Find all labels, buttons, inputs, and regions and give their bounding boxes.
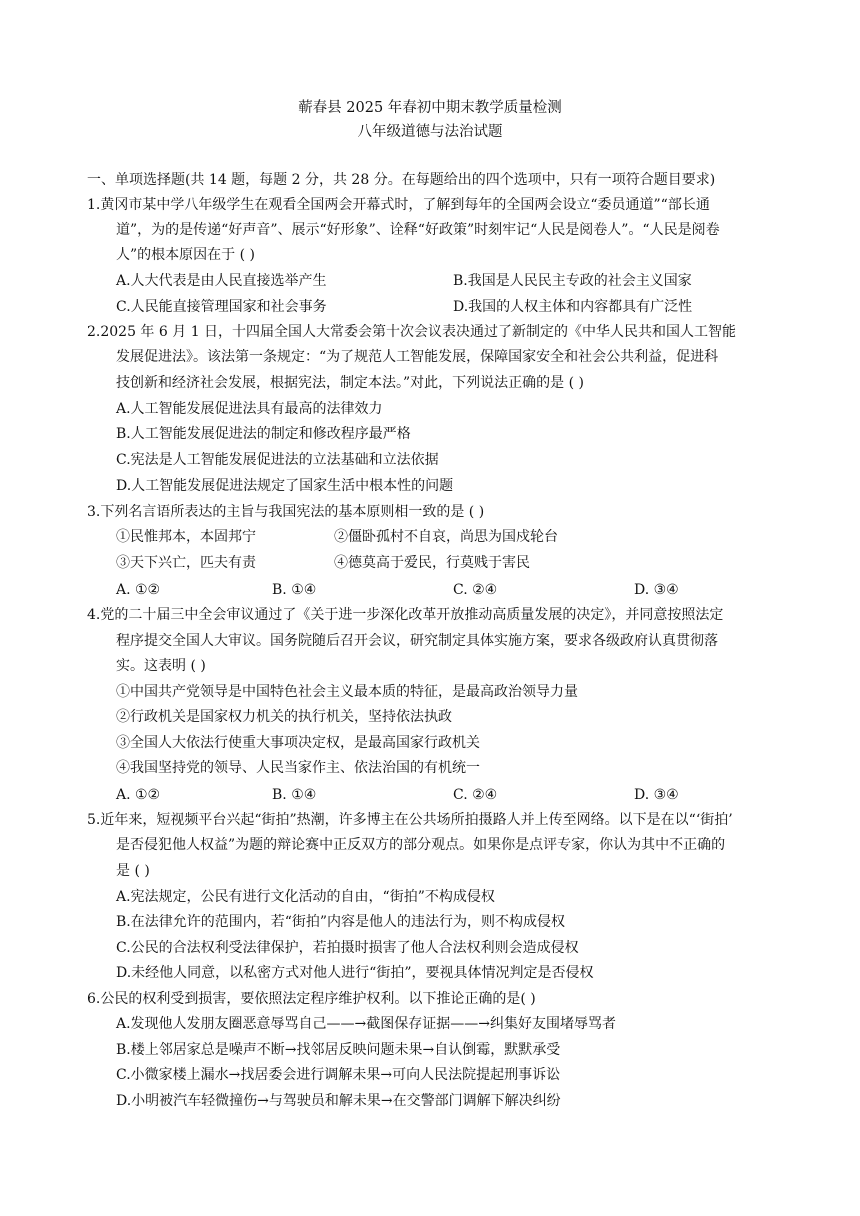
question-3-item-1: ①民惟邦本，本固邦宁	[116, 529, 256, 545]
question-2-option-d: D.人工智能发展促进法规定了国家生活中根本性的问题	[116, 478, 454, 494]
question-3-option-c: C. ②④	[453, 582, 498, 598]
question-2-stem-line-3: 技创新和经济社会发展，根据宪法，制定本法。”对此，下列说法正确的是 ( )	[116, 375, 584, 391]
question-4-item-2: ②行政机关是国家权力机关的执行机关，坚持依法执政	[116, 709, 452, 725]
question-3-option-b: B. ①④	[272, 582, 317, 598]
question-3-option-a: A. ①②	[116, 582, 161, 598]
question-2-option-c: C.宪法是人工智能发展促进法的立法基础和立法依据	[116, 452, 439, 468]
question-4-item-4: ④我国坚持党的领导、人民当家作主、依法治国的有机统一	[116, 760, 480, 776]
question-3-item-4: ④德莫高于爱民，行莫贱于害民	[334, 555, 530, 571]
question-3-option-d: D. ③④	[634, 582, 679, 598]
question-6-option-c: C.小微家楼上漏水→找居委会进行调解未果→可向人民法院提起刑事诉讼	[116, 1067, 561, 1083]
question-6-stem: 6.公民的权利受到损害，要依照法定程序维护权利。以下推论正确的是( )	[87, 991, 536, 1007]
question-3-item-3: ③天下兴亡，匹夫有责	[116, 555, 256, 571]
question-1-stem-line-2: 道”，为的是传递“好声音”、展示“好形象”、诠释“好政策”时刻牢记“人民是阅卷人”。“人民是阅卷	[116, 222, 720, 238]
question-2-stem-line-1: 2.2025 年 6 月 1 日，十四届全国人大常委会第十次会议表决通过了新制定的《中华人民共和国人工智能	[87, 324, 737, 340]
question-4-item-1: ①中国共产党领导是中国特色社会主义最本质的特征，是最高政治领导力量	[116, 684, 578, 700]
question-4-stem-line-1: 4.党的二十届三中全会审议通过了《关于进一步深化改革开放推动高质量发展的决定》，并同意按照法定	[87, 607, 724, 623]
question-6-option-d: D.小明被汽车轻微撞伤→与驾驶员和解未果→在交警部门调解下解决纠纷	[116, 1093, 561, 1109]
exam-title: 蕲春县 2025 年春初中期末教学质量检测	[298, 100, 562, 116]
question-3-stem: 3.下列名言语所表达的主旨与我国宪法的基本原则相一致的是 ( )	[87, 504, 485, 520]
question-1-stem-line-1: 1.黄冈市某中学八年级学生在观看全国两会开幕式时，了解到每年的全国两会设立“委员通道”“部长通	[87, 197, 710, 213]
question-1-option-b: B.我国是人民民主专政的社会主义国家	[453, 273, 692, 289]
question-1-stem-line-3: 人”的根本原因在于 ( )	[116, 247, 255, 263]
question-5-option-b: B.在法律允许的范围内，若“街拍”内容是他人的违法行为，则不构成侵权	[116, 914, 566, 930]
question-4-stem-line-2: 程序提交全国人大审议。国务院随后召开会议，研究制定具体实施方案，要求各级政府认真贯彻落	[116, 633, 718, 649]
question-4-stem-line-3: 实。这表明 ( )	[116, 658, 206, 674]
question-4-option-c: C. ②④	[453, 787, 498, 803]
question-6-option-b: B.楼上邻居家总是噪声不断→找邻居反映问题未果→自认倒霉，默默承受	[116, 1042, 561, 1058]
question-1-option-d: D.我国的人权主体和内容都具有广泛性	[453, 299, 693, 315]
question-4-option-d: D. ③④	[634, 787, 679, 803]
question-1-option-a: A.人大代表是由人民直接选举产生	[116, 273, 327, 289]
question-2-option-a: A.人工智能发展促进法具有最高的法律效力	[116, 401, 383, 417]
question-2-stem-line-2: 发展促进法》。该法第一条规定：“为了规范人工智能发展，保障国家安全和社会公共利益，促进科	[116, 349, 719, 365]
question-5-option-a: A.宪法规定，公民有进行文化活动的自由，“街拍”不构成侵权	[116, 889, 495, 905]
question-2-option-b: B.人工智能发展促进法的制定和修改程序最严格	[116, 426, 411, 442]
question-5-option-c: C.公民的合法权利受法律保护，若拍摄时损害了他人合法权利则会造成侵权	[116, 940, 579, 956]
question-3-item-2: ②僵卧孤村不自哀，尚思为国戍轮台	[334, 529, 558, 545]
question-4-option-a: A. ①②	[116, 787, 161, 803]
question-5-stem-line-3: 是 ( )	[116, 863, 150, 879]
question-4-item-3: ③全国人大依法行使重大事项决定权，是最高国家行政机关	[116, 735, 480, 751]
question-4-option-b: B. ①④	[272, 787, 317, 803]
section-heading: 一、单项选择题(共 14 题，每题 2 分，共 28 分。在每题给出的四个选项中，只有一项符合题目要求)	[87, 172, 716, 188]
exam-subtitle: 八年级道德与法治试题	[357, 124, 503, 140]
question-5-stem-line-2: 是否侵犯他人权益”为题的辩论赛中正反双方的部分观点。如果你是点评专家，你认为其中不正确的	[116, 837, 726, 853]
question-5-stem-line-1: 5.近年来，短视频平台兴起“街拍”热潮，许多博主在公共场所拍摄路人并上传至网络。以下是在以“‘街拍’	[87, 812, 733, 828]
question-6-option-a: A.发现他人发朋友圈恶意辱骂自己——→截图保存证据——→纠集好友围堵辱骂者	[116, 1016, 617, 1032]
question-1-option-c: C.人民能直接管理国家和社会事务	[116, 299, 327, 315]
question-5-option-d: D.未经他人同意，以私密方式对他人进行“街拍”，要视具体情况判定是否侵权	[116, 965, 594, 981]
